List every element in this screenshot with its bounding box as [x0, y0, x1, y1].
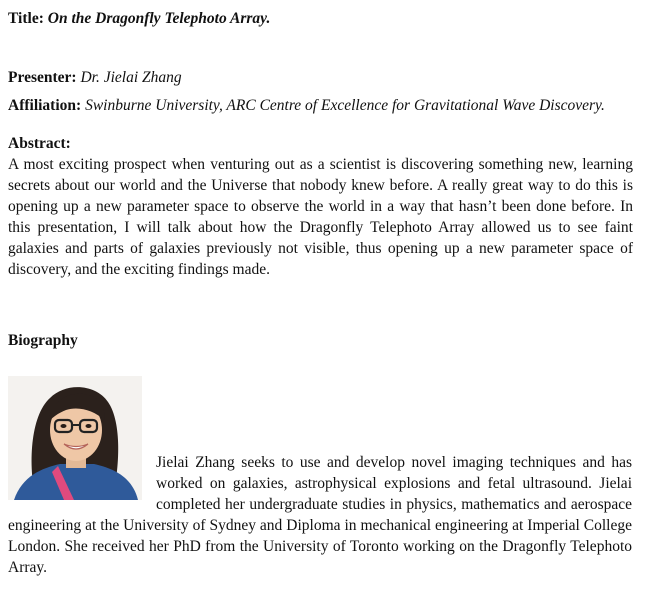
abstract-text: A most exciting prospect when venturing out as a scientist is discovering something new, learning secrets about our world and the Universe that nobody knew before. A really great way to do this is opening up a new parameter space to observe the world in a way that hasn’t been done before. In this presentation, I will talk about how the Dragonfly Telephoto Array allowed us to see faint galaxies and parts of galaxies previously not visible, thus opening up a new parameter space of discovery, and the exciting findings made. [8, 156, 633, 278]
affiliation-value: Swinburne University, ARC Centre of Excellence for Gravitational Wave Discovery. [85, 97, 605, 114]
biography-heading: Biography [8, 332, 78, 349]
biography-heading-line [8, 330, 633, 351]
presenter-value: Dr. Jielai Zhang [80, 69, 182, 86]
title-label: Title: [8, 10, 44, 27]
abstract-section [8, 133, 633, 280]
affiliation-label: Affiliation: [8, 97, 82, 114]
biography-text: Jielai Zhang seeks to use and develop novel imaging techniques and has worked on galaxies, astrophysical explosions and fetal ultrasound. Jielai completed her undergraduate studies in physics, mathematics and aerospace engineering at the University of Sydney and Diploma in mechanical engineering at Imperial College London. She received her PhD from the University of Toronto working on the Dragonfly Telephoto Array. [8, 454, 632, 576]
portrait-image [8, 376, 142, 500]
presenter-photo [8, 376, 142, 500]
presenter-label: Presenter: [8, 69, 77, 86]
presenter-line [8, 67, 633, 88]
title-line [8, 8, 633, 29]
title-value: On the Dragonfly Telephoto Array. [47, 10, 271, 27]
abstract-label: Abstract: [8, 135, 71, 152]
biography-section [8, 376, 632, 578]
affiliation-line [8, 95, 645, 116]
